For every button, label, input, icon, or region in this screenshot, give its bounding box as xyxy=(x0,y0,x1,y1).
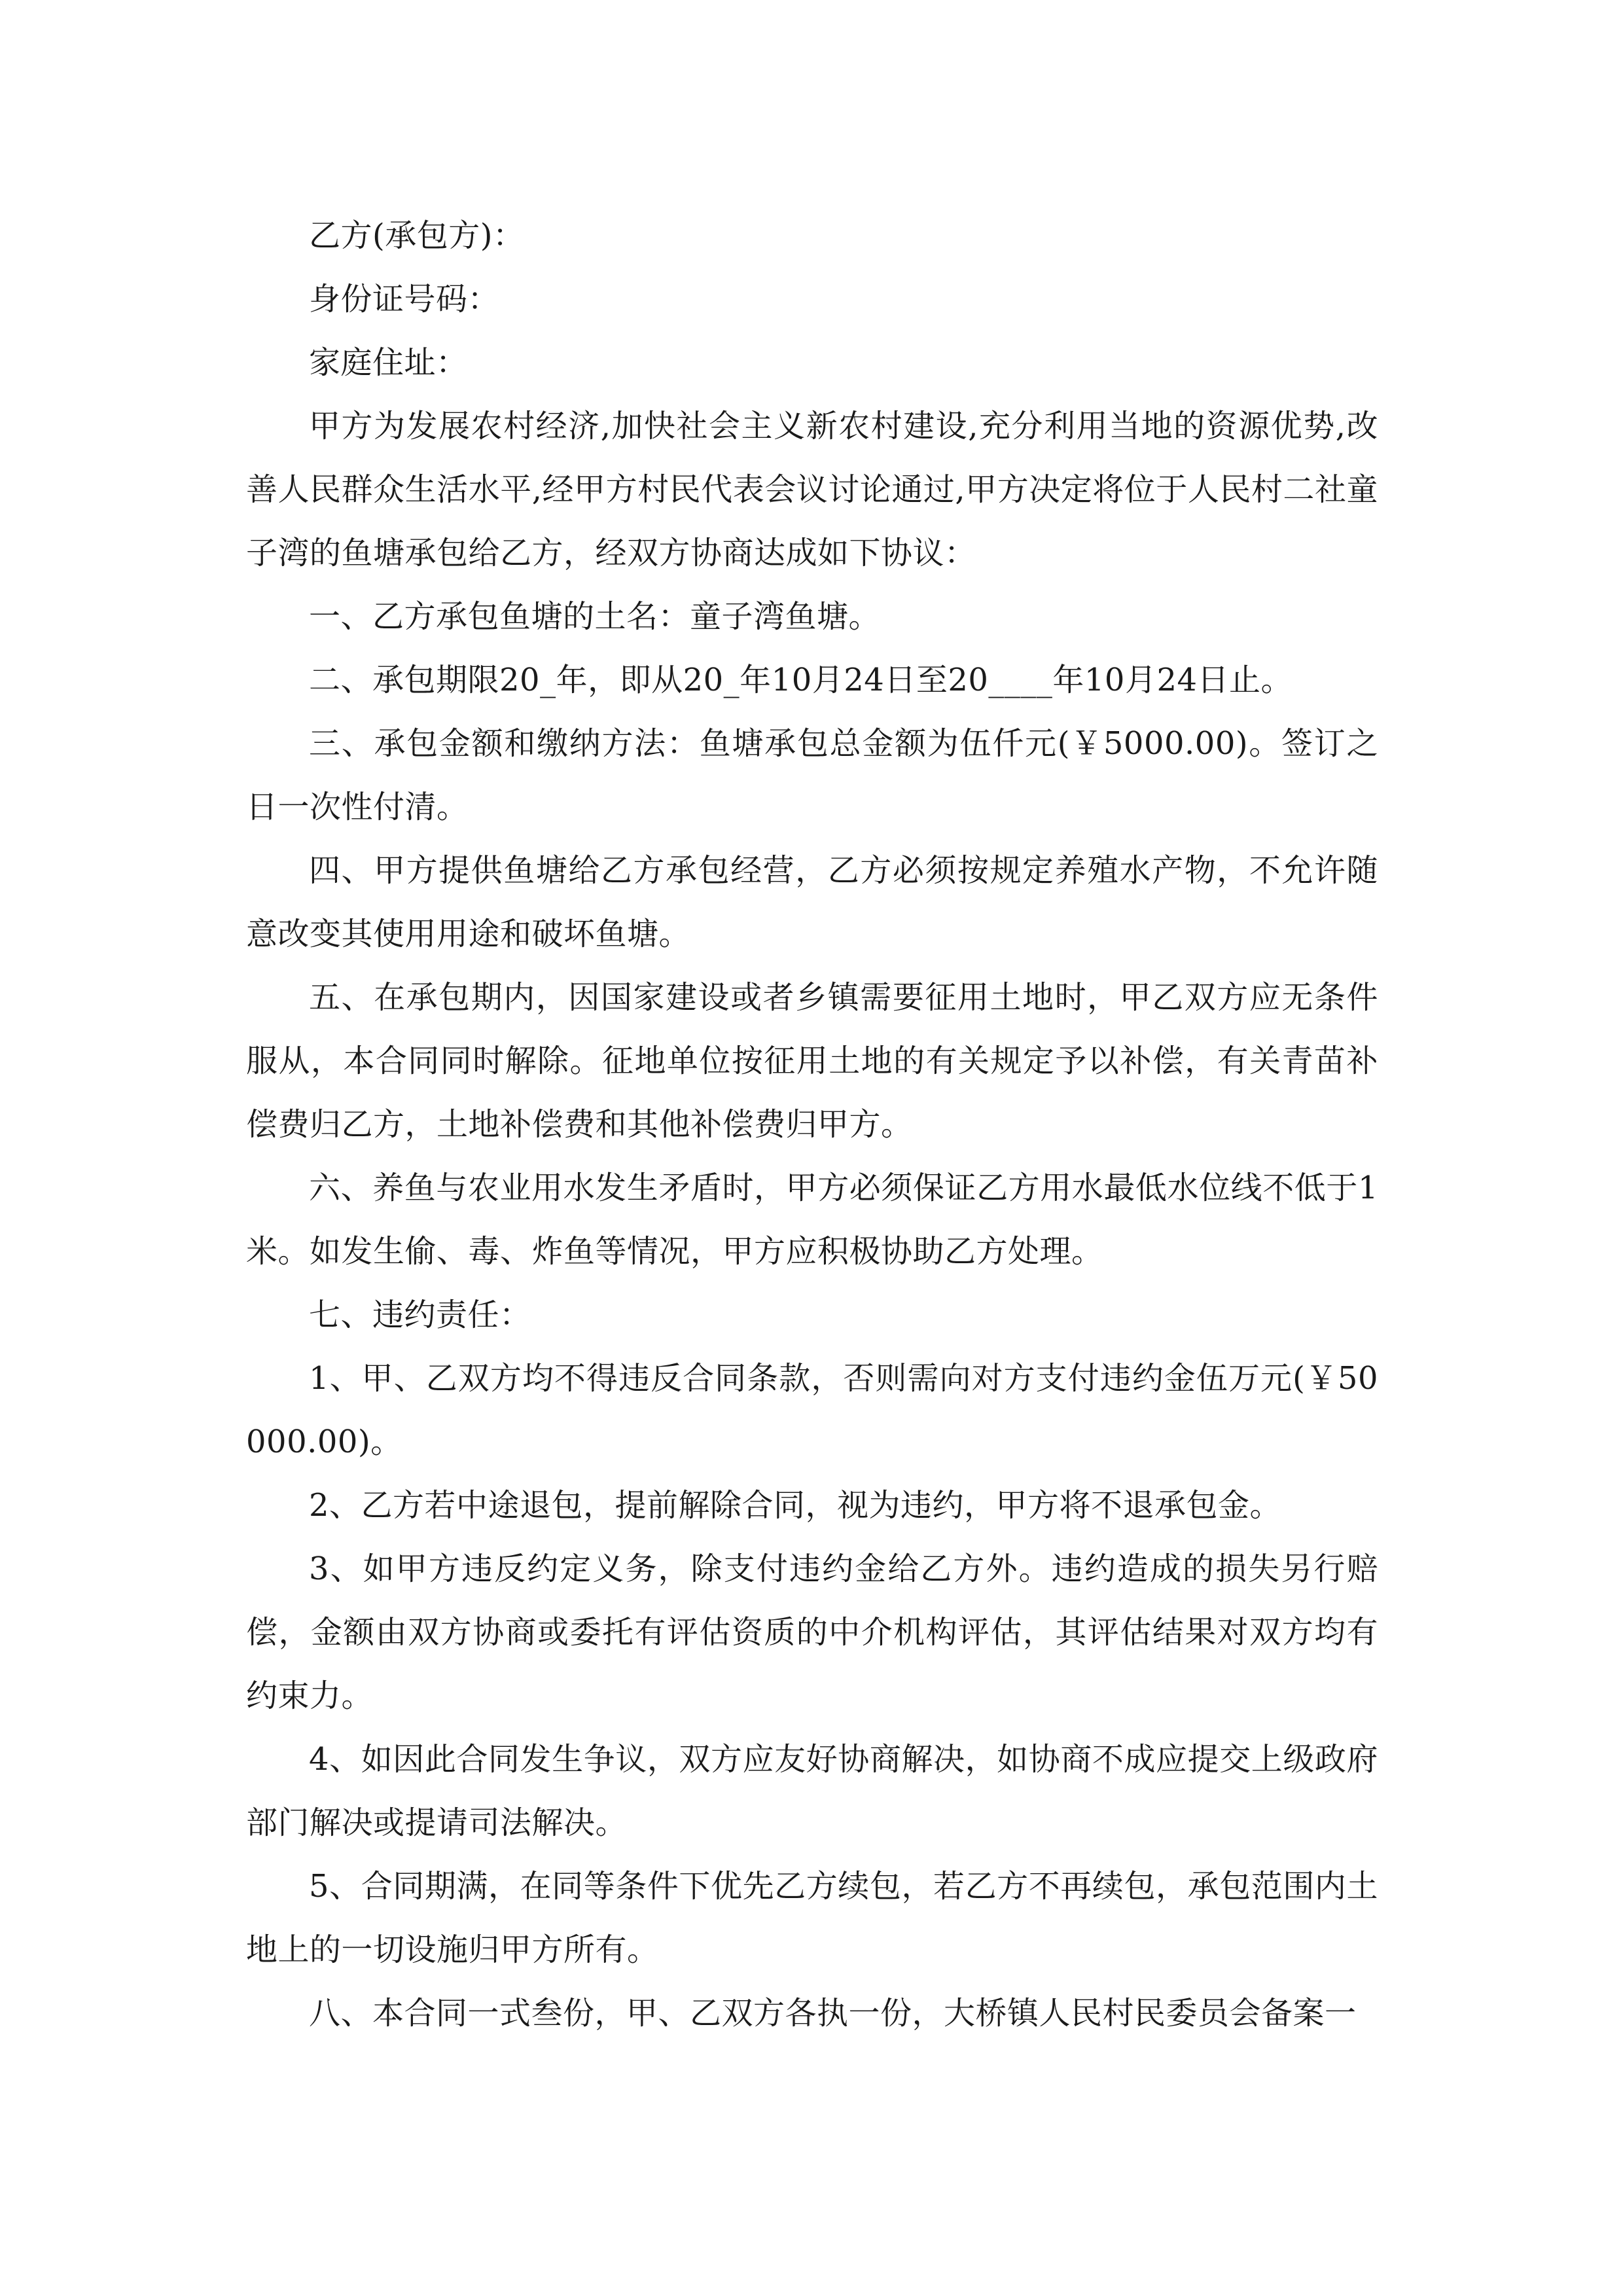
clause-7-item-5: 5、合同期满，在同等条件下优先乙方续包，若乙方不再续包，承包范围内土地上的一切设施归甲方所有。 xyxy=(246,1868,1378,1968)
party-b-label: 乙方(承包方)： xyxy=(309,217,525,254)
home-address-label: 家庭住址： xyxy=(309,344,468,381)
clause-7-item-4: 4、如因此合同发生争议，双方应友好协商解决，如协商不成应提交上级政府部门解决或提请司法解决。 xyxy=(246,1741,1378,1841)
clause-7-heading: 七、违约责任： xyxy=(309,1297,531,1333)
clause-5: 五、在承包期内，因国家建设或者乡镇需要征用土地时，甲乙双方应无条件服从，本合同同时解除。征地单位按征用土地的有关规定予以补偿，有关青苗补偿费归乙方，土地补偿费和其他补偿费归甲方。 xyxy=(246,979,1378,1143)
preamble-paragraph: 甲方为发展农村经济,加快社会主义新农村建设,充分利用当地的资源优势,改善人民群众生活水平,经甲方村民代表会议讨论通过,甲方决定将位于人民村二社童子湾的鱼塘承包给乙方，经双方协商达成如下协议： xyxy=(246,408,1378,571)
clause-2: 二、承包期限20_年，即从20_年10月24日至20____年10月24日止。 xyxy=(309,662,1293,698)
clause-4: 四、甲方提供鱼塘给乙方承包经营，乙方必须按规定养殖水产物，不允许随意改变其使用用途和破坏鱼塘。 xyxy=(246,852,1378,952)
clause-6: 六、养鱼与农业用水发生矛盾时，甲方必须保证乙方用水最低水位线不低于1米。如发生偷、毒、炸鱼等情况，甲方应积极协助乙方处理。 xyxy=(246,1170,1378,1270)
clause-7-item-1: 1、甲、乙双方均不得违反合同条款，否则需向对方支付违约金伍万元(￥50000.00)。 xyxy=(246,1360,1378,1460)
clause-8: 八、本合同一式叁份，甲、乙双方各执一份，大桥镇人民村民委员会备案一 xyxy=(309,1995,1357,2032)
contract-body xyxy=(246,204,1378,2045)
clause-7-item-3: 3、如甲方违反约定义务，除支付违约金给乙方外。违约造成的损失另行赔偿，金额由双方协商或委托有评估资质的中介机构评估，其评估结果对双方均有约束力。 xyxy=(246,1551,1378,1714)
id-number-label: 身份证号码： xyxy=(309,281,500,317)
clause-7-item-2: 2、乙方若中途退包，提前解除合同，视为违约，甲方将不退承包金。 xyxy=(309,1487,1282,1524)
clause-1: 一、乙方承包鱼塘的土名：童子湾鱼塘。 xyxy=(309,598,881,635)
clause-3: 三、承包金额和缴纳方法：鱼塘承包总金额为伍仟元(￥5000.00)。签订之日一次性付清。 xyxy=(246,725,1378,825)
